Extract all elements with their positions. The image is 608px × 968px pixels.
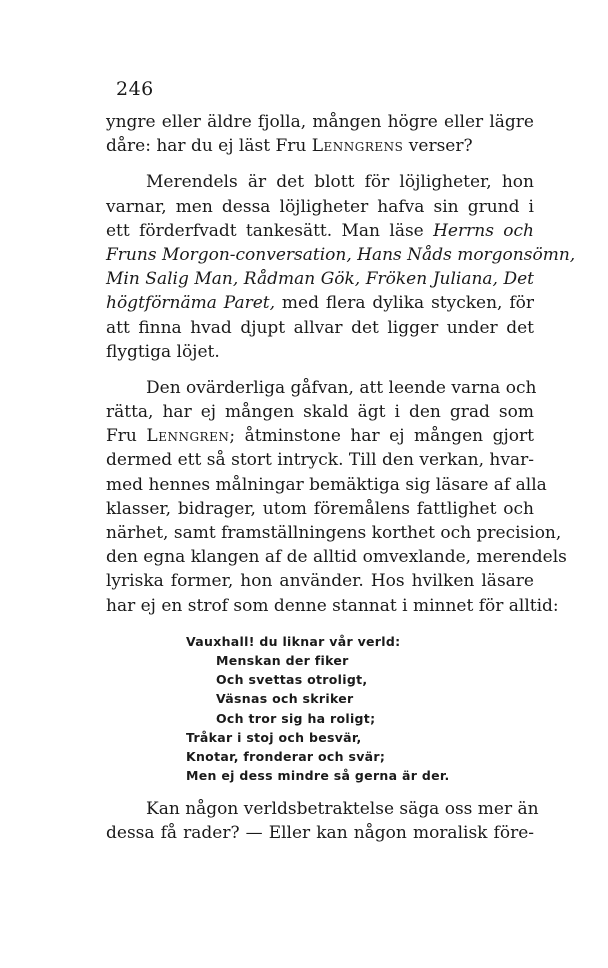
- text-span: ; åtminstone har ej mången gjort: [229, 426, 534, 447]
- paragraph-1: [106, 110, 534, 158]
- text-line: dermed ett så stort intryck. Till den verkan, hvar-: [106, 450, 534, 471]
- text-line: med hennes målningar bemäktiga sig läsare af alla: [106, 474, 547, 495]
- text-span: med flera dylika stycken, för: [275, 293, 534, 314]
- paragraph-3: [106, 376, 567, 618]
- text-line: närhet, samt framställningens korthet och precision,: [106, 523, 562, 543]
- text-line: den egna klangen af de alltid omvexlande, merendels: [106, 547, 567, 568]
- text-line: Kan någon verldsbetraktelse säga oss mer än: [146, 799, 539, 820]
- text-span: dåre: har du ej läst Fru: [106, 136, 312, 157]
- paragraph-4: [106, 797, 539, 845]
- text-span: verser?: [403, 136, 473, 157]
- text-span: ett förderfvadt tankesätt. Man läse: [106, 220, 434, 241]
- text-line: har ej en strof som denne stannat i minnet för alltid:: [106, 595, 559, 616]
- text-line: [106, 291, 534, 315]
- poem-line: Men ej dess mindre så gerna är der.: [186, 768, 450, 784]
- poem-stanza: [106, 632, 534, 786]
- text-line: rätta, har ej mången skald ägt i den grad som: [106, 402, 534, 423]
- author-name: Lenngrens: [311, 136, 404, 157]
- text-line: [106, 243, 576, 267]
- text-line: [106, 424, 534, 448]
- work-title: Fruns Morgon-conversation, Hans Nåds morgonsömn,: [106, 244, 576, 265]
- text-line: [106, 134, 534, 158]
- text-line: att finna hvad djupt allvar det ligger under det: [106, 317, 534, 338]
- text-line: varnar, men dessa löjligheter hafva sin grund i: [106, 196, 534, 217]
- text-line: Den ovärderliga gåfvan, att leende varna och: [146, 377, 537, 398]
- text-line: flygtiga löjet.: [106, 341, 220, 362]
- author-name: Lenngren: [146, 426, 230, 447]
- book-page: [106, 78, 576, 846]
- text-line: dessa få rader? — Eller kan någon moralisk före-: [106, 823, 534, 844]
- paragraph-2: [106, 170, 576, 364]
- text-line: klasser, bidrager, utom föremålens fattlighet och: [106, 498, 534, 519]
- text-line: [106, 219, 534, 243]
- text-line: Merendels är det blott för löjligheter, hon: [146, 172, 534, 193]
- poem-line: Väsnas och skriker: [216, 691, 354, 707]
- poem-line: Och tror sig ha roligt;: [216, 710, 376, 726]
- poem-line: Och svettas otroligt,: [216, 672, 368, 688]
- work-title: Min Salig Man, Rådman Gök, Fröken Juliana, Det: [106, 269, 534, 290]
- text-line: yngre eller äldre fjolla, mången högre eller lägre: [106, 112, 534, 132]
- text-line: [106, 267, 534, 291]
- text-line: lyriska former, hon använder. Hos hvilken läsare: [106, 571, 534, 592]
- poem-line: Tråkar i stoj och besvär,: [186, 729, 362, 745]
- text-span: Fru: [106, 426, 147, 447]
- poem-line: Vauxhall! du liknar vår verld:: [186, 633, 401, 649]
- work-title: högtförnäma Paret,: [106, 293, 276, 314]
- work-title: Herrns och: [433, 220, 534, 241]
- poem-line: Knotar, fronderar och svär;: [186, 748, 386, 764]
- page-number: 246: [116, 78, 154, 100]
- poem-line: Menskan der fiker: [216, 652, 349, 668]
